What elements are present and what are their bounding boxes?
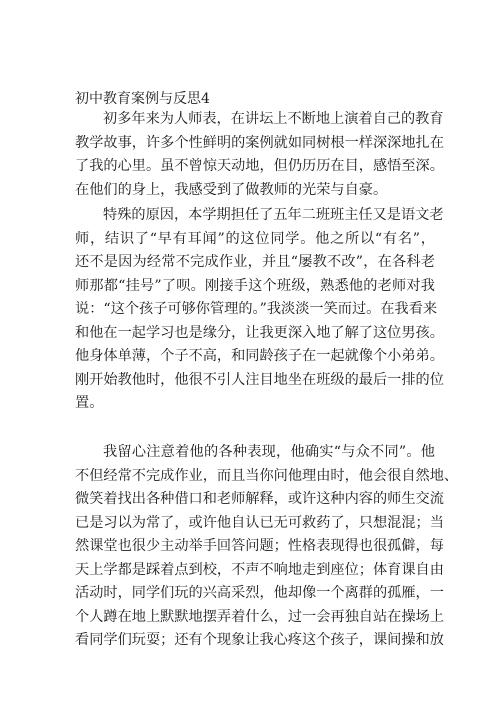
paragraph-line: 微笑着找出各种借口和老师解释，或许这种内容的师生交流: [75, 491, 444, 507]
paragraph-line: 初多年来为人师表，在讲坛上不断地上演着自己的教育: [103, 111, 444, 127]
paragraph-2: [75, 204, 444, 416]
paragraph-line: 师，结识了“早有耳闻”的这位同学。他之所以“有名”，: [75, 230, 435, 247]
paragraph-line: 然课堂也很少主动举手回答问题；性格表现得也很孤僻，每: [75, 538, 444, 554]
paragraph-line: 特殊的原因，本学期担任了五年二班班主任又是语文老: [103, 207, 444, 223]
paragraph-line: 已是习以为常了，或许他自认已无可救药了，只想混混；当: [75, 514, 444, 531]
paragraph-3: [75, 441, 459, 653]
paragraph-line: 不但经常不完成作业，而且当你问他理由时，他会很自然地、: [75, 467, 459, 484]
paragraph-line: 还不是因为经常不完成作业，并且“屡教不改”，在各科老: [75, 254, 435, 270]
paragraph-line: 置。: [75, 395, 104, 411]
document-title: 初中教育案例与反思4: [75, 91, 210, 107]
paragraph-line: 教学故事，许多个性鲜明的案例就如同树根一样深深地扎在: [75, 134, 444, 151]
paragraph-line: 活动时，同学们玩的兴高采烈，他却像一个离群的孤雁，一: [75, 585, 444, 601]
paragraph-1: [75, 108, 444, 202]
paragraph-line: 他身体单薄，个子不高，和同龄孩子在一起就像个小弟弟。: [75, 348, 444, 364]
paragraph-line: 师那都“挂号”了呗。刚接手这个班级，熟悉他的老师对我: [75, 277, 435, 294]
paragraph-line: 说：“这个孩子可够你管理的。”我淡淡一笑而过。在我看来: [75, 301, 438, 317]
paragraph-line: 和他在一起学习也是缘分，让我更深入地了解了这位男孩。: [75, 324, 444, 341]
paragraph-line: 我留心注意着他的各种表现，他确实“与众不同”。他: [103, 444, 435, 460]
paragraph-line: 天上学都是踩着点到校，不声不响地走到座位；体育课自由: [75, 561, 444, 578]
paragraph-line: 刚开始教他时，他很不引人注目地坐在班级的最后一排的位: [75, 371, 444, 388]
paragraph-line: 看同学们玩耍；还有个现象让我心疼这个孩子，课间操和放: [75, 632, 444, 648]
paragraph-line: 个人蹲在地上默默地摆弄着什么，过一会再独自站在操场上: [75, 608, 444, 625]
paragraph-line: 在他们的身上，我感受到了做教师的光荣与自豪。: [75, 181, 388, 198]
paragraph-line: 了我的心里。虽不曾惊天动地，但仍历历在目，感悟至深。: [75, 158, 444, 174]
